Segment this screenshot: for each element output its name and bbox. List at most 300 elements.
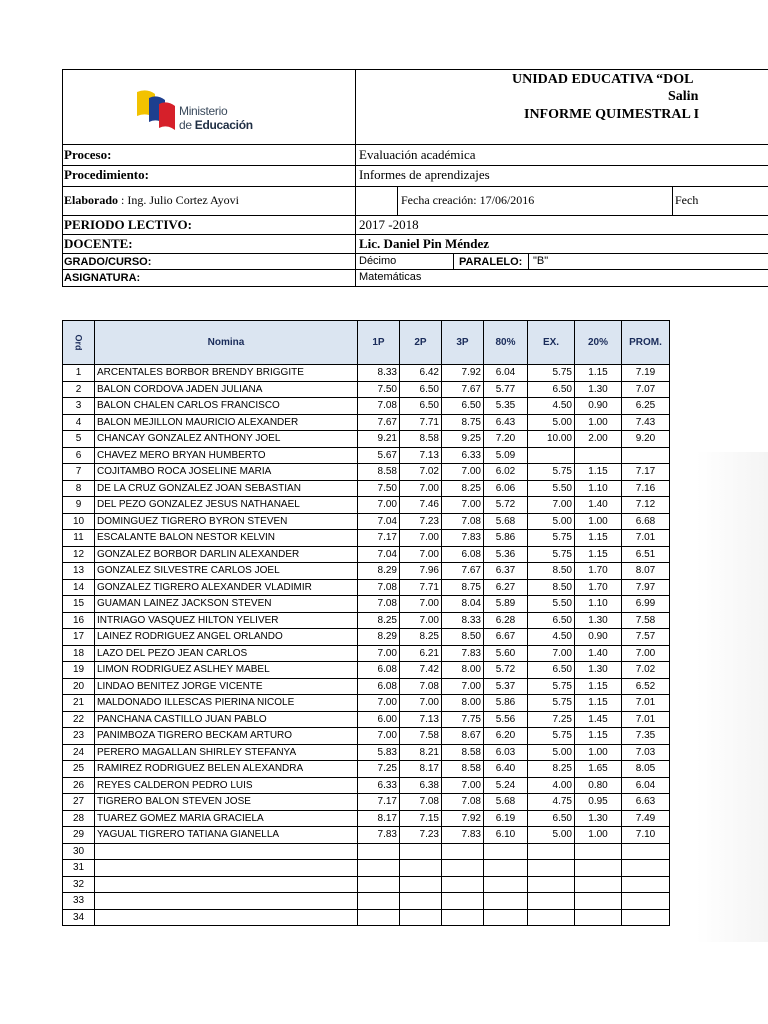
cell-ord: 33	[63, 893, 95, 910]
divider	[62, 144, 768, 145]
cell-2p: 6.50	[400, 398, 442, 415]
cell-1p: 5.67	[358, 447, 400, 464]
cell-20: 1.30	[575, 612, 622, 629]
city-title: Salin	[668, 89, 699, 104]
asignatura-value: Matemáticas	[359, 271, 422, 283]
cell-80: 5.86	[484, 530, 528, 547]
cell-ex: 6.50	[528, 612, 575, 629]
cell-2p: 7.00	[400, 596, 442, 613]
cell-ord: 30	[63, 843, 95, 860]
logo-cell	[62, 69, 356, 144]
cell-80	[484, 876, 528, 893]
cell-2p: 7.00	[400, 695, 442, 712]
grades-table	[62, 320, 670, 926]
cell-1p: 7.17	[358, 530, 400, 547]
table-row	[63, 414, 670, 431]
cell-prom: 7.02	[622, 662, 670, 679]
cell-3p: 7.00	[442, 464, 484, 481]
table-row	[63, 596, 670, 613]
cell-prom: 7.49	[622, 810, 670, 827]
cell-20: 1.00	[575, 744, 622, 761]
cell-prom: 7.97	[622, 579, 670, 596]
cell-20: 1.30	[575, 381, 622, 398]
cell-ex: 5.00	[528, 744, 575, 761]
cell-3p: 8.75	[442, 579, 484, 596]
report-title: INFORME QUIMESTRAL I	[524, 107, 700, 122]
cell-20: 1.10	[575, 480, 622, 497]
cell-1p	[358, 843, 400, 860]
cell-2p: 8.21	[400, 744, 442, 761]
cell-3p: 8.58	[442, 761, 484, 778]
cell-20: 1.15	[575, 530, 622, 547]
divider	[62, 165, 768, 166]
cell-80: 5.77	[484, 381, 528, 398]
cell-ord: 12	[63, 546, 95, 563]
cell-2p: 7.08	[400, 678, 442, 695]
cell-prom: 6.04	[622, 777, 670, 794]
cell-prom: 7.01	[622, 530, 670, 547]
cell-20: 1.65	[575, 761, 622, 778]
cell-2p: 7.13	[400, 447, 442, 464]
cell-1p	[358, 893, 400, 910]
cell-80: 6.04	[484, 365, 528, 382]
cell-prom: 6.63	[622, 794, 670, 811]
cell-20: 1.15	[575, 464, 622, 481]
table-row	[63, 695, 670, 712]
cell-2p: 8.25	[400, 629, 442, 646]
cell-ord: 32	[63, 876, 95, 893]
cell-ord: 17	[63, 629, 95, 646]
cell-nomina: ESCALANTE BALON NESTOR KELVIN	[95, 530, 358, 547]
cell-prom: 9.20	[622, 431, 670, 448]
cell-80	[484, 909, 528, 926]
cell-20: 1.15	[575, 678, 622, 695]
cell-20: 0.90	[575, 629, 622, 646]
cell-20: 1.00	[575, 513, 622, 530]
cell-ex: 5.75	[528, 695, 575, 712]
cell-ex: 4.50	[528, 398, 575, 415]
cell-20: 1.40	[575, 497, 622, 514]
cell-nomina: ARCENTALES BORBOR BRENDY BRIGGITE	[95, 365, 358, 382]
cell-nomina: LIMON RODRIGUEZ ASLHEY MABEL	[95, 662, 358, 679]
cell-nomina: YAGUAL TIGRERO TATIANA GIANELLA	[95, 827, 358, 844]
cell-ord: 16	[63, 612, 95, 629]
cell-3p: 7.67	[442, 381, 484, 398]
cell-20: 1.15	[575, 695, 622, 712]
table-row	[63, 711, 670, 728]
cell-nomina: COJITAMBO ROCA JOSELINE MARIA	[95, 464, 358, 481]
col-2p: 2P	[400, 321, 442, 365]
cell-3p: 7.83	[442, 645, 484, 662]
cell-prom: 7.16	[622, 480, 670, 497]
cell-80: 5.37	[484, 678, 528, 695]
cell-1p: 7.25	[358, 761, 400, 778]
cell-ex: 5.75	[528, 546, 575, 563]
cell-ex: 5.50	[528, 596, 575, 613]
cell-nomina: CHAVEZ MERO BRYAN HUMBERTO	[95, 447, 358, 464]
cell-ex: 5.75	[528, 365, 575, 382]
divider	[62, 186, 768, 187]
cell-ex: 5.75	[528, 464, 575, 481]
cell-prom	[622, 843, 670, 860]
cell-20: 1.40	[575, 645, 622, 662]
cell-20: 1.15	[575, 546, 622, 563]
cell-1p: 8.29	[358, 563, 400, 580]
cell-ord: 7	[63, 464, 95, 481]
col-nomina: Nomina	[95, 321, 358, 365]
divider	[62, 234, 768, 235]
cell-20	[575, 843, 622, 860]
cell-2p: 6.21	[400, 645, 442, 662]
cell-20: 1.00	[575, 414, 622, 431]
cell-80: 5.36	[484, 546, 528, 563]
paralelo-border	[453, 253, 454, 269]
fecha-creacion: Fecha creación: 17/06/2016	[401, 193, 535, 207]
cell-nomina: REYES CALDERON PEDRO LUIS	[95, 777, 358, 794]
cell-nomina	[95, 843, 358, 860]
col-80: 80%	[484, 321, 528, 365]
cell-1p: 8.33	[358, 365, 400, 382]
cell-1p: 7.00	[358, 497, 400, 514]
cell-1p: 7.04	[358, 513, 400, 530]
cell-nomina: LAZO DEL PEZO JEAN CARLOS	[95, 645, 358, 662]
cell-2p: 7.13	[400, 711, 442, 728]
col-1p: 1P	[358, 321, 400, 365]
cell-ex: 7.25	[528, 711, 575, 728]
table-row	[63, 843, 670, 860]
cell-3p: 8.04	[442, 596, 484, 613]
cell-3p: 9.25	[442, 431, 484, 448]
cell-nomina: GUAMAN LAINEZ JACKSON STEVEN	[95, 596, 358, 613]
cell-3p: 6.50	[442, 398, 484, 415]
cell-nomina: INTRIAGO VASQUEZ HILTON YELIVER	[95, 612, 358, 629]
cell-1p: 8.58	[358, 464, 400, 481]
divider	[62, 269, 768, 270]
periodo-label: PERIODO LECTIVO:	[64, 217, 192, 232]
grado-value: Décimo	[359, 255, 397, 267]
cell-1p: 6.00	[358, 711, 400, 728]
cell-2p: 7.46	[400, 497, 442, 514]
cell-1p: 7.00	[358, 645, 400, 662]
cell-prom: 7.03	[622, 744, 670, 761]
cell-prom: 7.12	[622, 497, 670, 514]
table-row	[63, 480, 670, 497]
table-row	[63, 744, 670, 761]
table-row	[63, 761, 670, 778]
cell-nomina	[95, 893, 358, 910]
ministry-name: Ministerio de Educación	[179, 104, 253, 132]
procedimiento-value: Informes de aprendizajes	[359, 167, 490, 182]
cell-nomina: GONZALEZ TIGRERO ALEXANDER VLADIMIR	[95, 579, 358, 596]
ecuador-flag-icon	[135, 88, 179, 134]
table-header-row	[63, 321, 670, 365]
cell-ord: 26	[63, 777, 95, 794]
cell-3p: 6.33	[442, 447, 484, 464]
ministry-logo	[135, 88, 255, 138]
cell-2p: 7.00	[400, 480, 442, 497]
cell-3p: 7.08	[442, 794, 484, 811]
cell-2p: 7.71	[400, 414, 442, 431]
cell-ex	[528, 843, 575, 860]
paralelo-value: "B"	[533, 255, 549, 267]
cell-80: 5.60	[484, 645, 528, 662]
cell-ord: 6	[63, 447, 95, 464]
cell-prom	[622, 893, 670, 910]
cell-1p: 7.50	[358, 480, 400, 497]
periodo-value: 2017 -2018	[359, 217, 419, 232]
cell-prom: 6.51	[622, 546, 670, 563]
cell-nomina: LAINEZ RODRIGUEZ ANGEL ORLANDO	[95, 629, 358, 646]
cell-2p	[400, 893, 442, 910]
cell-3p: 8.75	[442, 414, 484, 431]
asignatura-label: ASIGNATURA:	[64, 272, 141, 284]
cell-ex	[528, 893, 575, 910]
table-row	[63, 827, 670, 844]
table-row	[63, 810, 670, 827]
cell-2p: 7.00	[400, 546, 442, 563]
table-row	[63, 579, 670, 596]
table-row	[63, 513, 670, 530]
divider	[62, 286, 768, 287]
cell-80: 6.03	[484, 744, 528, 761]
cell-80: 5.56	[484, 711, 528, 728]
cell-20: 1.30	[575, 662, 622, 679]
table-row	[63, 447, 670, 464]
cell-2p: 8.58	[400, 431, 442, 448]
cell-20	[575, 909, 622, 926]
cell-nomina: TUAREZ GOMEZ MARIA GRACIELA	[95, 810, 358, 827]
cell-ex: 4.00	[528, 777, 575, 794]
cell-prom	[622, 909, 670, 926]
cell-ord: 10	[63, 513, 95, 530]
cell-20: 0.80	[575, 777, 622, 794]
cell-ord: 21	[63, 695, 95, 712]
cell-ex: 5.75	[528, 678, 575, 695]
cell-ex: 5.00	[528, 414, 575, 431]
cell-prom: 6.68	[622, 513, 670, 530]
cell-prom: 7.19	[622, 365, 670, 382]
col-20: 20%	[575, 321, 622, 365]
cell-3p: 7.00	[442, 777, 484, 794]
cell-ord: 15	[63, 596, 95, 613]
cell-prom: 8.05	[622, 761, 670, 778]
cell-3p	[442, 893, 484, 910]
cell-nomina	[95, 876, 358, 893]
table-row	[63, 893, 670, 910]
cell-80	[484, 860, 528, 877]
cell-1p: 5.83	[358, 744, 400, 761]
table-row	[63, 381, 670, 398]
table-row	[63, 497, 670, 514]
cell-3p	[442, 843, 484, 860]
fecha-border-2	[672, 186, 673, 215]
cell-nomina: BALON CORDOVA JADEN JULIANA	[95, 381, 358, 398]
cell-3p: 7.75	[442, 711, 484, 728]
col-3p: 3P	[442, 321, 484, 365]
cell-1p: 8.17	[358, 810, 400, 827]
cell-3p: 8.50	[442, 629, 484, 646]
cell-1p	[358, 909, 400, 926]
cell-80: 6.37	[484, 563, 528, 580]
cell-ex: 5.75	[528, 530, 575, 547]
cell-80: 6.27	[484, 579, 528, 596]
cell-2p: 7.23	[400, 513, 442, 530]
cell-ord: 8	[63, 480, 95, 497]
cell-ord: 31	[63, 860, 95, 877]
cell-2p: 7.58	[400, 728, 442, 745]
cell-80: 6.10	[484, 827, 528, 844]
cell-1p: 7.08	[358, 398, 400, 415]
cell-1p: 7.50	[358, 381, 400, 398]
right-shadow	[696, 452, 768, 942]
cell-ex: 6.50	[528, 662, 575, 679]
table-row	[63, 365, 670, 382]
table-row	[63, 398, 670, 415]
paralelo-label: PARALELO:	[459, 256, 523, 268]
cell-2p	[400, 909, 442, 926]
cell-nomina: TIGRERO BALON STEVEN JOSE	[95, 794, 358, 811]
cell-1p	[358, 860, 400, 877]
table-row	[63, 612, 670, 629]
cell-3p: 8.00	[442, 695, 484, 712]
table-row	[63, 464, 670, 481]
cell-20: 0.90	[575, 398, 622, 415]
cell-ord: 18	[63, 645, 95, 662]
cell-ex: 8.50	[528, 579, 575, 596]
cell-nomina: DOMINGUEZ TIGRERO BYRON STEVEN	[95, 513, 358, 530]
cell-80: 5.24	[484, 777, 528, 794]
cell-prom: 6.52	[622, 678, 670, 695]
table-row	[63, 728, 670, 745]
cell-3p: 8.67	[442, 728, 484, 745]
fecha-border	[397, 186, 398, 215]
school-title: UNIDAD EDUCATIVA “DOL	[512, 72, 694, 87]
cell-ex: 5.50	[528, 480, 575, 497]
cell-ord: 5	[63, 431, 95, 448]
cell-nomina	[95, 909, 358, 926]
cell-1p: 6.33	[358, 777, 400, 794]
cell-2p: 7.71	[400, 579, 442, 596]
cell-ex: 4.75	[528, 794, 575, 811]
cell-nomina: DE LA CRUZ GONZALEZ JOAN SEBASTIAN	[95, 480, 358, 497]
cell-nomina: MALDONADO ILLESCAS PIERINA NICOLE	[95, 695, 358, 712]
cell-1p: 8.25	[358, 612, 400, 629]
cell-prom: 7.01	[622, 695, 670, 712]
cell-nomina: GONZALEZ BORBOR DARLIN ALEXANDER	[95, 546, 358, 563]
cell-20	[575, 447, 622, 464]
cell-80: 7.20	[484, 431, 528, 448]
table-body	[63, 365, 670, 926]
cell-1p	[358, 876, 400, 893]
cell-3p: 8.33	[442, 612, 484, 629]
table-row	[63, 530, 670, 547]
cell-3p	[442, 909, 484, 926]
cell-80: 5.72	[484, 662, 528, 679]
cell-80: 5.68	[484, 794, 528, 811]
cell-20: 1.00	[575, 827, 622, 844]
cell-80: 6.67	[484, 629, 528, 646]
cell-ex: 6.50	[528, 381, 575, 398]
cell-1p: 7.08	[358, 596, 400, 613]
cell-prom: 6.25	[622, 398, 670, 415]
cell-3p: 7.83	[442, 530, 484, 547]
cell-2p: 7.00	[400, 530, 442, 547]
cell-20: 1.10	[575, 596, 622, 613]
cell-nomina: DEL PEZO GONZALEZ JESUS NATHANAEL	[95, 497, 358, 514]
cell-20: 1.45	[575, 711, 622, 728]
cell-3p: 7.83	[442, 827, 484, 844]
procedimiento-label: Procedimiento:	[64, 167, 149, 182]
cell-ord: 13	[63, 563, 95, 580]
cell-prom	[622, 860, 670, 877]
cell-2p: 6.50	[400, 381, 442, 398]
cell-20: 2.00	[575, 431, 622, 448]
cell-80	[484, 843, 528, 860]
cell-prom: 7.35	[622, 728, 670, 745]
cell-ord: 19	[63, 662, 95, 679]
cell-80: 5.35	[484, 398, 528, 415]
cell-80	[484, 893, 528, 910]
cell-3p	[442, 860, 484, 877]
cell-1p: 9.21	[358, 431, 400, 448]
cell-nomina: PERERO MAGALLAN SHIRLEY STEFANYA	[95, 744, 358, 761]
col-prom: PROM.	[622, 321, 670, 365]
cell-ord: 24	[63, 744, 95, 761]
cell-ex: 5.00	[528, 513, 575, 530]
cell-prom: 6.99	[622, 596, 670, 613]
cell-80: 6.28	[484, 612, 528, 629]
cell-3p	[442, 876, 484, 893]
col-ord: Ord	[63, 321, 95, 365]
cell-nomina: BALON CHALEN CARLOS FRANCISCO	[95, 398, 358, 415]
cell-2p: 8.17	[400, 761, 442, 778]
cell-3p: 7.92	[442, 365, 484, 382]
fecha-cut: Fech	[675, 193, 699, 207]
cell-3p: 8.58	[442, 744, 484, 761]
cell-20: 1.15	[575, 365, 622, 382]
cell-20: 1.15	[575, 728, 622, 745]
proceso-label: Proceso:	[64, 147, 112, 162]
cell-80: 6.40	[484, 761, 528, 778]
cell-3p: 8.25	[442, 480, 484, 497]
cell-ex	[528, 909, 575, 926]
cell-ord: 34	[63, 909, 95, 926]
table-row	[63, 546, 670, 563]
elaborado-field: Elaborado : Ing. Julio Cortez Ayovi	[64, 193, 239, 207]
col-ex: EX.	[528, 321, 575, 365]
divider	[62, 215, 768, 216]
cell-80: 5.09	[484, 447, 528, 464]
table-row	[63, 876, 670, 893]
cell-nomina: PANIMBOZA TIGRERO BECKAM ARTURO	[95, 728, 358, 745]
cell-nomina: BALON MEJILLON MAURICIO ALEXANDER	[95, 414, 358, 431]
cell-2p	[400, 843, 442, 860]
cell-2p: 7.00	[400, 612, 442, 629]
cell-3p: 7.08	[442, 513, 484, 530]
cell-20	[575, 893, 622, 910]
cell-20	[575, 860, 622, 877]
cell-ord: 2	[63, 381, 95, 398]
cell-3p: 7.67	[442, 563, 484, 580]
cell-80: 6.20	[484, 728, 528, 745]
divider	[62, 253, 768, 254]
cell-prom: 7.58	[622, 612, 670, 629]
cell-ord: 28	[63, 810, 95, 827]
table-row	[63, 794, 670, 811]
cell-nomina: PANCHANA CASTILLO JUAN PABLO	[95, 711, 358, 728]
cell-ord: 27	[63, 794, 95, 811]
cell-2p: 7.15	[400, 810, 442, 827]
